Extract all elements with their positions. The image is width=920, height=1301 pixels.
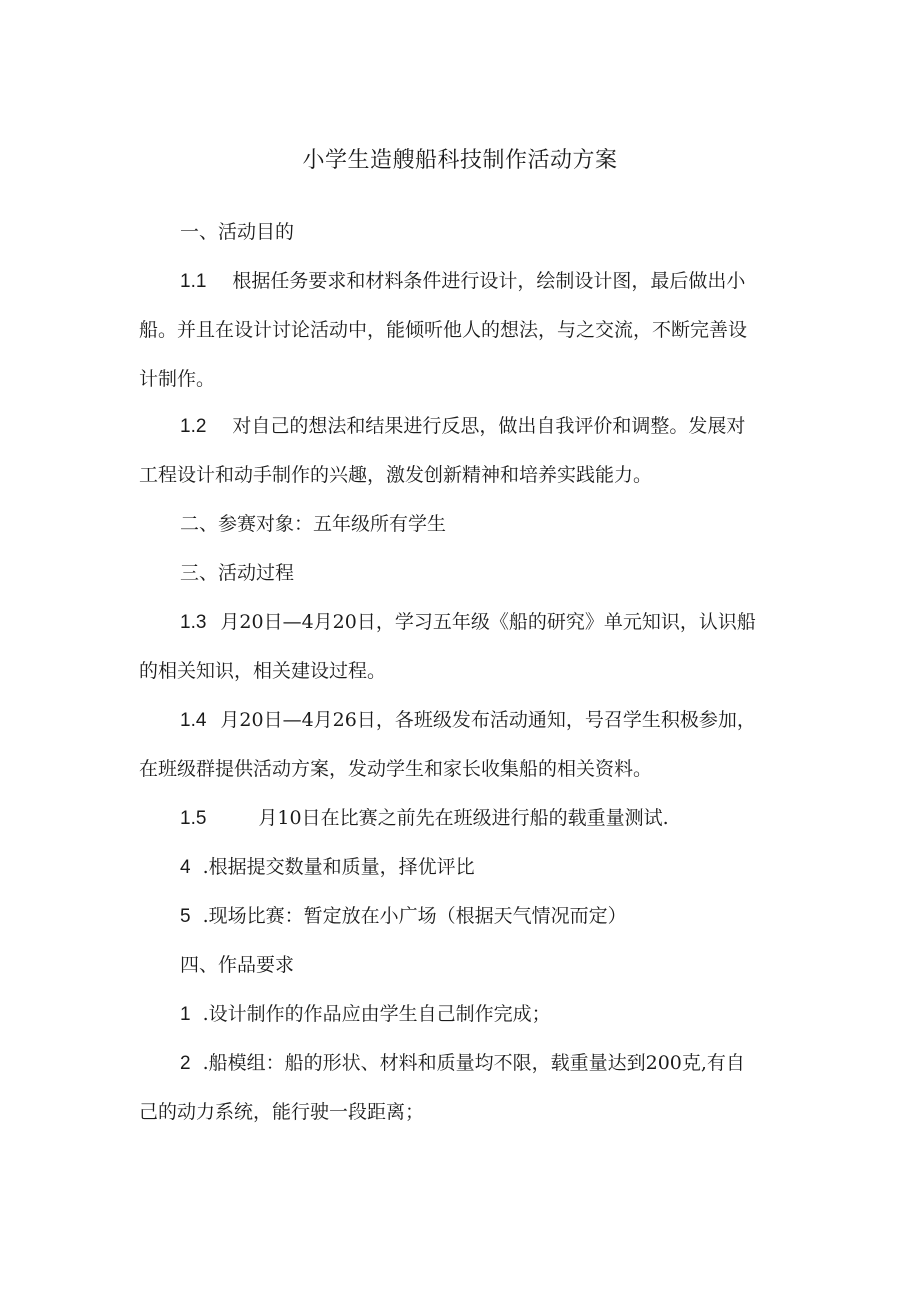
paragraph-text: 月10日在比赛之前先在班级进行船的载重量测试. xyxy=(258,807,669,829)
paragraph-line xyxy=(180,1000,551,1029)
item-number: 1.1 xyxy=(180,271,207,292)
item-number: 5 xyxy=(180,906,191,927)
item-number: 1.4 xyxy=(180,710,207,731)
item-number: 2 xyxy=(180,1053,191,1074)
paragraph-line: 在班级群提供活动方案，发动学生和家长收集船的相关资料。 xyxy=(139,758,653,780)
item-number: 1.5 xyxy=(180,808,207,829)
item-number: 4 xyxy=(180,857,191,878)
paragraph-text: 根据任务要求和材料条件进行设计，绘制设计图，最后做出小 xyxy=(232,270,746,292)
paragraph-line xyxy=(180,1049,745,1078)
paragraph-text: .根据提交数量和质量，择优评比 xyxy=(202,856,475,878)
paragraph-text: .现场比赛：暂定放在小广场（根据天气情况而定） xyxy=(202,905,627,927)
paragraph-line: 己的动力系统，能行驶一段距离； xyxy=(139,1101,425,1123)
section-heading-purpose: 一、活动目的 xyxy=(180,221,295,243)
paragraph-line xyxy=(180,853,475,882)
paragraph-line xyxy=(180,412,745,441)
section-heading-participants: 二、参赛对象 xyxy=(180,513,295,535)
paragraph-text: 对自己的想法和结果进行反思，做出自我评价和调整。发展对 xyxy=(232,415,746,437)
document-title: 小学生造艘船科技制作活动方案 xyxy=(302,148,618,173)
participants-text: ：五年级所有学生 xyxy=(294,513,447,535)
paragraph-line: 工程设计和动手制作的兴趣，激发创新精神和培养实践能力。 xyxy=(139,464,653,486)
paragraph-line xyxy=(180,804,669,833)
item-number: 1.2 xyxy=(180,416,207,437)
participants-line xyxy=(180,510,446,538)
paragraph-text: .设计制作的作品应由学生自己制作完成； xyxy=(202,1003,551,1025)
paragraph-line: 的相关知识，相关建设过程。 xyxy=(139,660,387,682)
paragraph-line xyxy=(180,267,745,296)
paragraph-text: .船模组：船的形状、材料和质量均不限，载重量达到200克,有自 xyxy=(202,1052,745,1074)
item-number: 1.3 xyxy=(180,612,207,633)
section-heading-requirements: 四、作品要求 xyxy=(180,954,295,976)
paragraph-line xyxy=(180,902,627,931)
paragraph-text: 月20日—4月20日，学习五年级《船的研究》单元知识，认识船 xyxy=(220,611,756,633)
paragraph-text: 月20日—4月26日，各班级发布活动通知，号召学生积极参加， xyxy=(220,709,756,731)
paragraph-line xyxy=(180,706,756,735)
paragraph-line: 计制作。 xyxy=(139,368,216,390)
item-number: 1 xyxy=(180,1004,191,1025)
paragraph-line xyxy=(180,608,756,637)
section-heading-process: 三、活动过程 xyxy=(180,562,295,584)
paragraph-line: 船。并且在设计讨论活动中，能倾听他人的想法，与之交流，不断完善设 xyxy=(139,319,748,341)
